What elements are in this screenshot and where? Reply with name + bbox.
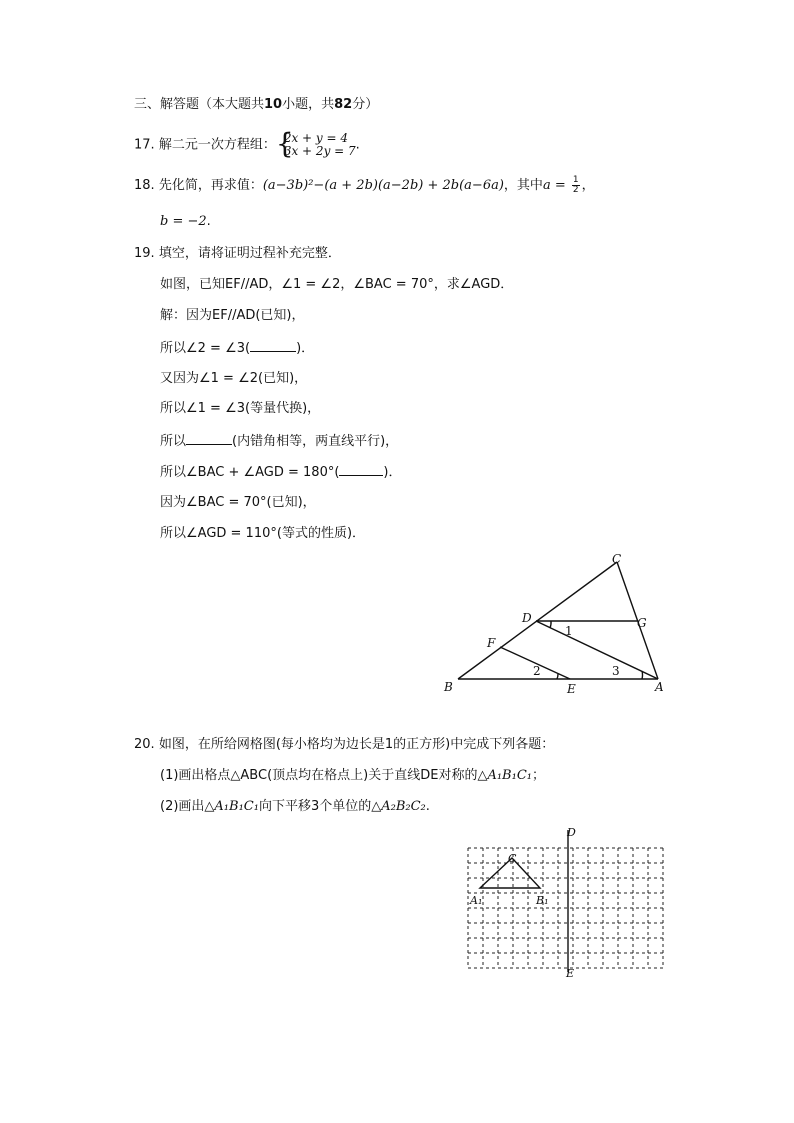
q19-step2	[160, 339, 314, 358]
section-header-count: 10	[264, 97, 283, 112]
q19-step5-a: 所以	[160, 434, 187, 449]
q19-step6-b: )．	[383, 465, 402, 480]
q19-step1: 解：因为EF//AD(已知)，	[160, 308, 305, 323]
question-18-line2	[160, 213, 211, 231]
q19-blank-1[interactable]	[250, 339, 296, 352]
label-E: E	[567, 682, 576, 696]
q20-part2-a: (2)画出△	[160, 799, 215, 814]
q20-intro: 如图，在所给网格图(每小格均为边长是1的正方形)中完成下列各题：	[158, 737, 555, 752]
q19-intro: 填空，请将证明过程补充完整．	[158, 246, 341, 261]
grid-label-A1: A₁	[470, 894, 483, 907]
grid-label-D: D	[567, 826, 576, 839]
section-header-part1: 三、解答题（本大题共	[134, 97, 265, 112]
q18-expression: (a−3b)²−(a + 2b)(a−2b) + 2b(a−6a)	[262, 178, 504, 193]
q17-equation-system	[275, 127, 356, 160]
q20-part1	[160, 767, 545, 785]
q18-where: ，其中	[503, 178, 543, 193]
q17-eq2: 3x + 2y = 7	[283, 144, 356, 158]
q19-given: 如图，已知EF//AD，∠1 = ∠2，∠BAC = 70°，求∠AGD．	[160, 277, 514, 292]
q18-b-eq: b = −2	[160, 214, 207, 229]
q19-step7: 因为∠BAC = 70°(已知)，	[160, 495, 316, 510]
q19-step2-a: 所以∠2 = ∠3(	[160, 341, 251, 356]
angle-3-arc	[642, 671, 643, 679]
q17-text: 解二元一次方程组：	[158, 137, 276, 153]
q18-frac-numerator: 1	[572, 175, 579, 185]
q19-step6-a: 所以∠BAC + ∠AGD = 180°(	[160, 465, 340, 480]
dashed-grid	[468, 848, 663, 968]
q18-comma: ，	[581, 178, 595, 193]
q17-end: .	[355, 137, 360, 153]
question-18	[134, 176, 595, 195]
q19-number: 19.	[134, 246, 155, 261]
q18-end: .	[206, 214, 211, 229]
q20-grid-figure	[460, 822, 672, 982]
grid-label-E: E	[566, 967, 575, 980]
label-G: G	[637, 616, 647, 630]
q17-eq1: 2x + y = 4	[283, 131, 349, 145]
q19-step5	[160, 432, 398, 451]
section-header-part2: 小题，共	[282, 97, 335, 112]
q18-a-eq: a =	[542, 178, 570, 193]
q19-figure	[438, 548, 670, 698]
section-header-score: 82	[334, 97, 353, 112]
grid-label-B1: B₁	[536, 894, 549, 907]
q18-text: 先化简，再求值：	[158, 178, 263, 193]
question-17	[134, 127, 360, 160]
grid-label-C: C	[508, 852, 517, 865]
label-F: F	[487, 636, 496, 650]
label-D: D	[522, 611, 532, 625]
label-C: C	[612, 552, 622, 566]
q18-number: 18.	[134, 178, 155, 193]
q20-part2-d: A₂B₂C₂	[381, 799, 426, 814]
q19-step4: 所以∠1 = ∠3(等量代换)，	[160, 401, 321, 416]
angle-2-arc	[557, 674, 558, 679]
q20-part1-a: (1)画出格点△ABC(顶点均在格点上)关于直线DE对称的△	[160, 768, 488, 783]
label-2: 2	[533, 664, 541, 678]
q19-step2-b: )．	[296, 341, 315, 356]
brace-symbol: {	[275, 127, 294, 160]
q20-part2-e: .	[425, 799, 430, 814]
q19-blank-3[interactable]	[339, 463, 383, 476]
section-header-part3: 分）	[352, 97, 379, 112]
label-3: 3	[612, 664, 620, 678]
label-A: A	[655, 680, 664, 694]
q20-part1-c: ；	[531, 768, 545, 783]
angle-1-arc	[550, 621, 551, 628]
q20-number: 20.	[134, 737, 155, 752]
q19-blank-2[interactable]	[186, 432, 232, 445]
q20-part2-c: 向下平移3个单位的△	[258, 799, 382, 814]
label-B: B	[444, 680, 453, 694]
q19-step3: 又因为∠1 = ∠2(已知)，	[160, 371, 308, 386]
section-header	[134, 96, 378, 114]
q18-frac-denominator: 2	[572, 185, 579, 195]
q17-number: 17.	[134, 137, 155, 153]
q18-fraction	[572, 176, 580, 195]
label-1: 1	[565, 624, 573, 638]
q19-step6	[160, 463, 402, 482]
question-19-intro	[134, 245, 341, 263]
q19-step8: 所以∠AGD = 110°(等式的性质)．	[160, 526, 366, 541]
question-20-intro	[134, 736, 554, 754]
q20-part2	[160, 798, 430, 816]
q19-step5-b: (内错角相等，两直线平行)，	[232, 434, 399, 449]
q20-part2-b: A₁B₁C₁	[214, 799, 259, 814]
q20-part1-b: A₁B₁C₁	[487, 768, 532, 783]
